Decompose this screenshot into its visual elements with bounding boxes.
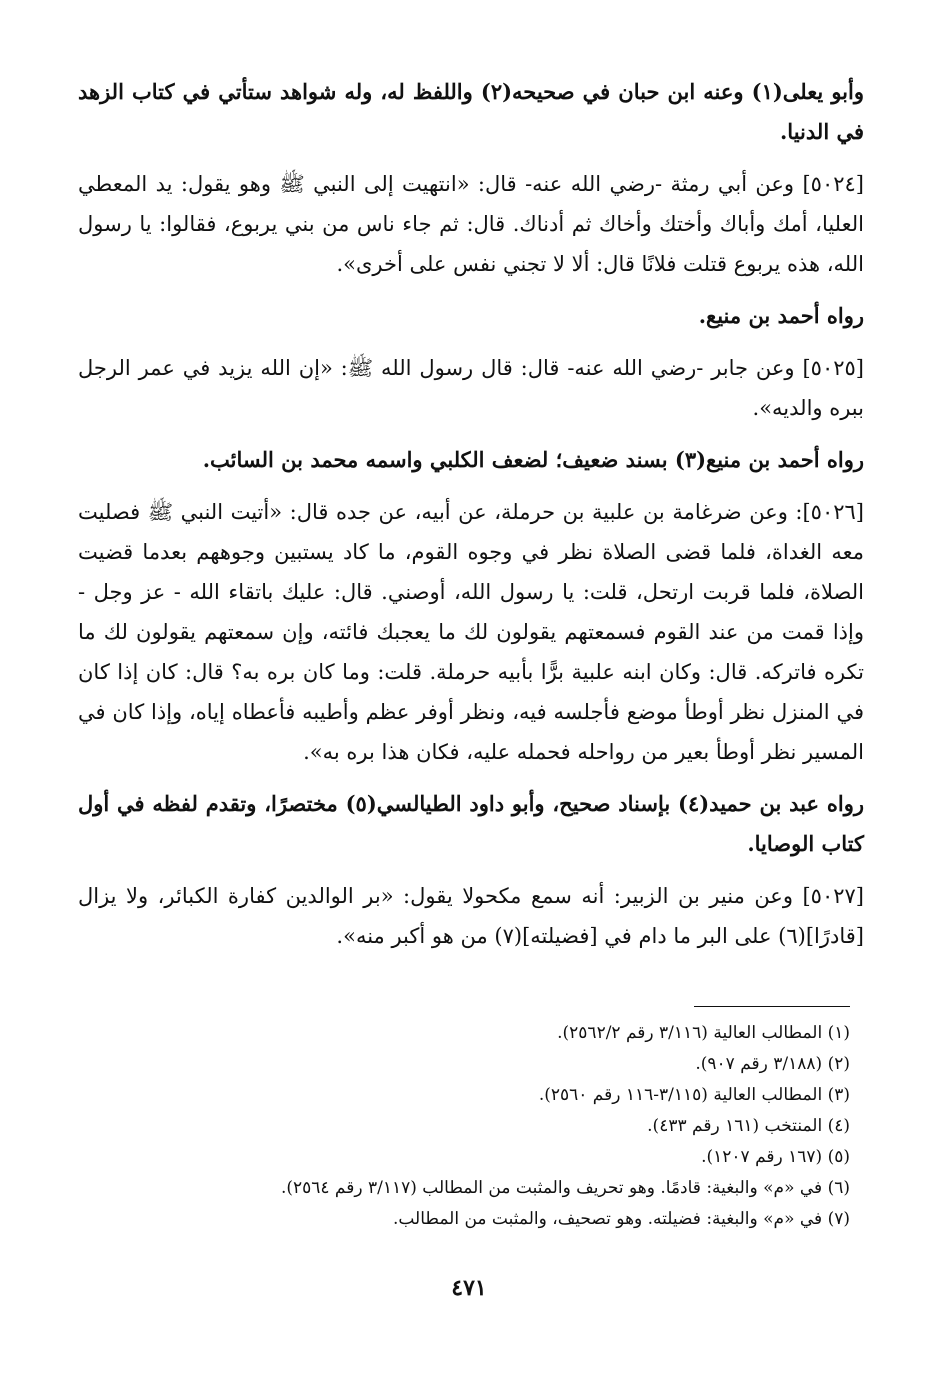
- hadith-5026: [٥٠٢٦]: وعن ضرغامة بن علبية بن حرملة، عن أبيه، عن جده قال: «أتيت النبي ﷺ فصليت معه الغداة، فلما قضى الصلاة نظر في وجوه القوم، ما كاد يستبين وجوههم بعدما قضيت الصلاة، فلما قربت ارتحل، قلت: يا رسول الله، أوصني. قال: عليك باتقاء الله - عز وجل - وإذا قمت من عند القوم فسمعتهم يقولون لك ما يعجبك فائته، وإن سمعتهم يقولون لك ما تكره فاتركه. قال: وكان ابنه علبية برًّا بأبيه حرملة. قلت: وما كان بره به؟ قال: كان إذا كان في المنزل نظر أوطأ موضع فأجلسه فيه، ونظر أوفر عظم وأطيبه فأعطاه إياه، وإذا كان في المسير نظر أوطأ بعير من رواحله فحمله عليه، فكان هذا بره به».: [78, 500, 864, 764]
- narration-note-5025: رواه أحمد بن منيع(٣) بسند ضعيف؛ لضعف الكلبي واسمه محمد بن السائب.: [202, 447, 864, 472]
- page-number: ٤٧١: [451, 1275, 487, 1301]
- narration-note-5024: رواه أحمد بن منيع.: [698, 303, 864, 328]
- paragraph-intro: وأبو يعلى(١) وعنه ابن حبان في صحيحه(٢) واللفظ له، وله شواهد ستأتي في كتاب الزهد في الدنيا.: [78, 79, 864, 144]
- main-text: [78, 72, 864, 968]
- footnote-7: (٧) في «م» والبغية: فضيلته. وهو تصحيف، والمثبت من المطالب.: [392, 1209, 850, 1229]
- footnote-1: (١) المطالب العالية (٣/١١٦ رقم ٢٥٦٢/٢).: [557, 1023, 850, 1043]
- footnote-6: (٦) في «م» والبغية: قادمًا. وهو تحريف والمثبت من المطالب (٣/١١٧ رقم ٢٥٦٤).: [280, 1178, 850, 1198]
- hadith-5025: [٥٠٢٥] وعن جابر -رضي الله عنه- قال: قال رسول الله ﷺ: «إن الله يزيد في عمر الرجل ببره والديه».: [78, 356, 864, 420]
- footnote-3: (٣) المطالب العالية (٣/١١٥-١١٦ رقم ٢٥٦٠).: [538, 1085, 850, 1105]
- narration-note-5026: رواه عبد بن حميد(٤) بإسناد صحيح، وأبو داود الطيالسي(٥) مختصرًا، وتقدم لفظه في أول كتاب الوصايا.: [78, 791, 864, 856]
- footnote-5: (٥) (١٦٧ رقم ١٢٠٧).: [701, 1147, 850, 1167]
- footnote-4: (٤) المنتخب (١٦١ رقم ٤٣٣).: [647, 1116, 850, 1136]
- footnote-2: (٢) (٣/١٨٨ رقم ٩٠٧).: [695, 1054, 850, 1074]
- footnote-divider: [694, 1006, 850, 1007]
- hadith-5024: [٥٠٢٤] وعن أبي رمثة -رضي الله عنه- قال: «انتهيت إلى النبي ﷺ وهو يقول: يد المعطي العليا، أمك وأباك وأختك وأخاك ثم أدناك. قال: ثم جاء ناس من بني يربوع، فقالوا: يا رسول الله، هذه يربوع قتلت فلانًا قال: ألا لا تجني نفس على أخرى».: [78, 172, 864, 276]
- hadith-5027: [٥٠٢٧] وعن منير بن الزبير: أنه سمع مكحولا يقول: «بر الوالدين كفارة الكبائر، ولا يزال [قادرًا](٦) على البر ما دام في [فضيلته](٧) من هو أكبر منه».: [78, 884, 864, 948]
- footnotes: [80, 1018, 850, 1235]
